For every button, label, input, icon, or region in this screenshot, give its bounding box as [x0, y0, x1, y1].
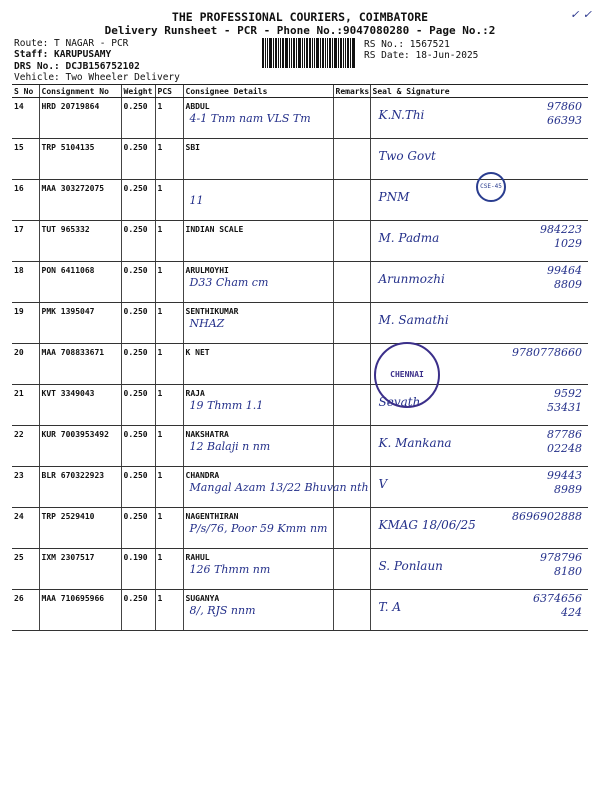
barcode-bar: [329, 38, 331, 68]
cell-weight: 0.250: [121, 385, 155, 426]
consignee-name: ARULMOYHI: [185, 266, 229, 275]
barcode-bar: [320, 38, 321, 68]
table-row: [12, 426, 588, 467]
table-row: [12, 98, 588, 139]
cell-weight: 0.250: [121, 98, 155, 139]
cell-consignee: [183, 549, 333, 590]
handwritten-phone-part2: 66393: [547, 114, 582, 127]
consignee-name: SUGANYA: [185, 594, 220, 603]
cell-weight: 0.250: [121, 303, 155, 344]
handwritten-phone-part1: 99443: [547, 469, 582, 482]
handwritten-phone-part2: 53431: [547, 401, 582, 414]
cell-sno: 24: [12, 508, 39, 549]
handwritten-address: P/s/76, Poor 59 Kmm nm: [189, 522, 328, 535]
cell-sno: 21: [12, 385, 39, 426]
handwritten-address: Mangal Azam 13/22 Bhuvan nth: [189, 481, 369, 494]
cell-signature: [370, 426, 588, 467]
consignee-name: NAKSHATRA: [185, 430, 229, 439]
barcode-bar: [314, 38, 315, 68]
table-row: [12, 590, 588, 631]
col-header-consignment: Consignment No: [39, 85, 121, 98]
staff-label: Staff: KARUPUSAMY: [14, 49, 112, 60]
cell-pcs: 1: [155, 98, 183, 139]
col-header-signature: Seal & Signature: [370, 85, 588, 98]
handwritten-phone-part1: 978796: [540, 551, 582, 564]
handwritten-phone-part1: 8696902888: [512, 510, 582, 523]
cell-remarks: [333, 590, 370, 631]
cell-signature: [370, 139, 588, 180]
barcode-bar: [316, 38, 319, 68]
cell-weight: 0.190: [121, 549, 155, 590]
cell-consignee: [183, 180, 333, 221]
handwritten-phone-part1: 9780778660: [512, 346, 582, 359]
cell-consignment-no: TUT 965332: [39, 221, 121, 262]
cell-consignment-no: HRD 20719864: [39, 98, 121, 139]
cell-pcs: 1: [155, 467, 183, 508]
handwritten-signature: Two Govt: [378, 149, 436, 163]
barcode-bar: [278, 38, 279, 68]
handwritten-phone-part2: 8809: [554, 278, 582, 291]
barcode-bar: [304, 38, 305, 68]
consignee-name: NAGENTHIRAN: [185, 512, 239, 521]
col-header-weight: Weight: [121, 85, 155, 98]
table-row: [12, 508, 588, 549]
cell-pcs: 1: [155, 385, 183, 426]
table-row: [12, 262, 588, 303]
handwritten-phone-part2: 1029: [554, 237, 582, 250]
handwritten-address: 11: [189, 194, 204, 207]
handwritten-phone-part1: 87786: [547, 428, 582, 441]
cell-consignment-no: PON 6411068: [39, 262, 121, 303]
barcode-bar: [343, 38, 344, 68]
rs-no-label: RS No.: 1567521: [364, 39, 450, 50]
cell-consignment-no: KVT 3349043: [39, 385, 121, 426]
consignee-name: RAJA: [185, 389, 205, 398]
cell-consignee: [183, 590, 333, 631]
cell-weight: 0.250: [121, 139, 155, 180]
cell-sno: 19: [12, 303, 39, 344]
runsheet-subtitle: Delivery Runsheet - PCR - Phone No.:9047080280 - Page No.:2: [104, 24, 496, 37]
cell-consignee: [183, 385, 333, 426]
barcode-bar: [273, 38, 274, 68]
cell-consignee: [183, 508, 333, 549]
consignee-name: ABDUL: [185, 102, 210, 111]
handwritten-phone-part1: 6374656: [533, 592, 582, 605]
consignee-name: K NET: [185, 348, 210, 357]
delivery-stamp: CHENNAI: [374, 342, 440, 408]
barcode-bar: [334, 38, 337, 68]
cell-remarks: [333, 262, 370, 303]
handwritten-check-marks: ✓ ✓: [570, 8, 592, 21]
barcode-bar: [327, 38, 328, 68]
cell-pcs: 1: [155, 221, 183, 262]
handwritten-phone-part1: 99464: [547, 264, 582, 277]
barcode-bar: [325, 38, 326, 68]
handwritten-signature: T. A: [378, 600, 402, 614]
cell-pcs: 1: [155, 303, 183, 344]
handwritten-address: 126 Thmm nm: [189, 563, 271, 576]
cell-consignment-no: IXM 2307517: [39, 549, 121, 590]
cell-remarks: [333, 221, 370, 262]
table-row: [12, 221, 588, 262]
cell-consignment-no: MAA 708833671: [39, 344, 121, 385]
cell-consignee: [183, 426, 333, 467]
handwritten-signature: M. Padma: [378, 231, 440, 245]
cell-consignment-no: TRP 2529410: [39, 508, 121, 549]
cell-weight: 0.250: [121, 426, 155, 467]
barcode-bar: [338, 38, 339, 68]
cell-sno: 16: [12, 180, 39, 221]
cell-consignment-no: BLR 670322923: [39, 467, 121, 508]
handwritten-phone-part1: 97860: [547, 100, 582, 113]
handwritten-signature: PNM: [378, 190, 410, 204]
barcode-bar: [340, 38, 342, 68]
table-row: [12, 467, 588, 508]
cell-pcs: 1: [155, 180, 183, 221]
barcode-bar: [269, 38, 272, 68]
cell-sno: 22: [12, 426, 39, 467]
cell-consignee: [183, 98, 333, 139]
cell-sno: 17: [12, 221, 39, 262]
handwritten-phone-part2: 8180: [554, 565, 582, 578]
handwritten-signature: KMAG 18/06/25: [378, 518, 476, 532]
cell-sno: 14: [12, 98, 39, 139]
cell-weight: 0.250: [121, 467, 155, 508]
cell-sno: 25: [12, 549, 39, 590]
handwritten-signature: S. Ponlaun: [378, 559, 443, 573]
cell-weight: 0.250: [121, 508, 155, 549]
barcode-bar: [298, 38, 301, 68]
consignee-name: CHANDRA: [185, 471, 220, 480]
consignee-name: INDIAN SCALE: [185, 225, 244, 234]
barcode-bar: [345, 38, 346, 68]
cell-remarks: [333, 549, 370, 590]
barcode-bar: [306, 38, 308, 68]
barcode-bar: [285, 38, 288, 68]
cell-weight: 0.250: [121, 180, 155, 221]
page-title: THE PROFESSIONAL COURIERS, COIMBATORE: [171, 10, 429, 24]
cell-remarks: [333, 385, 370, 426]
barcode-bar: [267, 38, 268, 68]
handwritten-address: 4-1 Tnm nam VLS Tm: [189, 112, 311, 125]
handwritten-phone-part1: 984223: [540, 223, 582, 236]
handwritten-address: D33 Cham cm: [189, 276, 269, 289]
col-header-remarks: Remarks: [333, 85, 370, 98]
table-row: [12, 139, 588, 180]
cell-weight: 0.250: [121, 590, 155, 631]
table-row: [12, 303, 588, 344]
handwritten-address: 19 Thmm 1.1: [189, 399, 264, 412]
col-header-sno: S No: [12, 85, 39, 98]
barcode-bar: [350, 38, 351, 68]
cell-signature: [370, 549, 588, 590]
consignee-name: RAHUL: [185, 553, 210, 562]
cell-remarks: [333, 303, 370, 344]
barcode-bar: [352, 38, 355, 68]
cell-weight: 0.250: [121, 344, 155, 385]
cell-sno: 18: [12, 262, 39, 303]
cell-consignee: [183, 139, 333, 180]
cell-remarks: [333, 98, 370, 139]
col-header-consignee: Consignee Details: [183, 85, 333, 98]
route-label: Route: T NAGAR - PCR: [14, 38, 129, 49]
barcode-bar: [332, 38, 333, 68]
handwritten-phone-part2: 424: [561, 606, 582, 619]
cell-remarks: [333, 139, 370, 180]
barcode-bar: [265, 38, 266, 68]
table-row: [12, 344, 588, 385]
barcode-bar: [280, 38, 281, 68]
cell-remarks: [333, 467, 370, 508]
barcode-bar: [293, 38, 295, 68]
cell-sno: 15: [12, 139, 39, 180]
cell-consignee: [183, 262, 333, 303]
cell-signature: [370, 508, 588, 549]
cell-pcs: 1: [155, 344, 183, 385]
cell-pcs: 1: [155, 549, 183, 590]
handwritten-signature: Arunmozhi: [378, 272, 445, 286]
handwritten-phone-part1: 9592: [554, 387, 582, 400]
barcode-bar: [262, 38, 264, 68]
cell-pcs: 1: [155, 590, 183, 631]
barcode-bar: [302, 38, 303, 68]
handwritten-signature: K.N.Thi: [378, 108, 425, 122]
handwritten-phone-part2: 02248: [547, 442, 582, 455]
cell-pcs: 1: [155, 139, 183, 180]
consignee-name: SBI: [185, 143, 200, 152]
cell-signature: [370, 262, 588, 303]
handwritten-phone-part2: 8989: [554, 483, 582, 496]
cell-sno: 26: [12, 590, 39, 631]
consignee-name: SENTHIKUMAR: [185, 307, 239, 316]
cell-consignment-no: TRP 5104135: [39, 139, 121, 180]
handwritten-address: 8/, RJS nnm: [189, 604, 256, 617]
handwritten-signature: M. Samathi: [378, 313, 449, 327]
barcode-bar: [282, 38, 284, 68]
cell-signature: [370, 467, 588, 508]
cell-remarks: [333, 344, 370, 385]
cell-sno: 23: [12, 467, 39, 508]
cell-consignment-no: PMK 1395047: [39, 303, 121, 344]
barcode-image: [262, 38, 358, 68]
cell-consignee: [183, 303, 333, 344]
cell-signature: [370, 303, 588, 344]
cell-consignment-no: MAA 303272075: [39, 180, 121, 221]
cell-sno: 20: [12, 344, 39, 385]
table-header-row: [12, 85, 588, 98]
cell-signature: [370, 98, 588, 139]
table-row: [12, 385, 588, 426]
cell-consignment-no: MAA 710695966: [39, 590, 121, 631]
cell-pcs: 1: [155, 262, 183, 303]
table-row: [12, 549, 588, 590]
cell-signature: [370, 221, 588, 262]
cell-pcs: 1: [155, 508, 183, 549]
seal-stamp: CSE-45: [476, 172, 506, 202]
rs-date-label: RS Date: 18-Jun-2025: [364, 50, 479, 61]
cell-weight: 0.250: [121, 262, 155, 303]
barcode-bar: [275, 38, 277, 68]
runsheet-table: [12, 84, 588, 631]
barcode-bar: [322, 38, 324, 68]
cell-consignee: [183, 467, 369, 508]
drs-label: DRS No.: DCJB156752102: [14, 61, 140, 72]
cell-remarks: [333, 508, 370, 549]
handwritten-signature: K. Mankana: [378, 436, 452, 450]
cell-remarks: [333, 180, 370, 221]
handwritten-address: 12 Balaji n nm: [189, 440, 271, 453]
col-header-pcs: PCS: [155, 85, 183, 98]
handwritten-address: NHAZ: [189, 317, 225, 330]
barcode-bar: [296, 38, 297, 68]
cell-consignee: [183, 344, 333, 385]
cell-pcs: 1: [155, 426, 183, 467]
handwritten-signature: V: [378, 477, 388, 491]
barcode-bar: [291, 38, 292, 68]
barcode-bar: [289, 38, 290, 68]
vehicle-label: Vehicle: Two Wheeler Delivery: [14, 72, 180, 83]
cell-remarks: [333, 426, 370, 467]
cell-signature: [370, 590, 588, 631]
cell-consignee: [183, 221, 333, 262]
barcode-bar: [312, 38, 313, 68]
barcode-bar: [347, 38, 349, 68]
cell-weight: 0.250: [121, 221, 155, 262]
cell-consignment-no: KUR 7003953492: [39, 426, 121, 467]
barcode-bar: [309, 38, 311, 68]
handwritten-signature: Sevath: [378, 395, 421, 409]
